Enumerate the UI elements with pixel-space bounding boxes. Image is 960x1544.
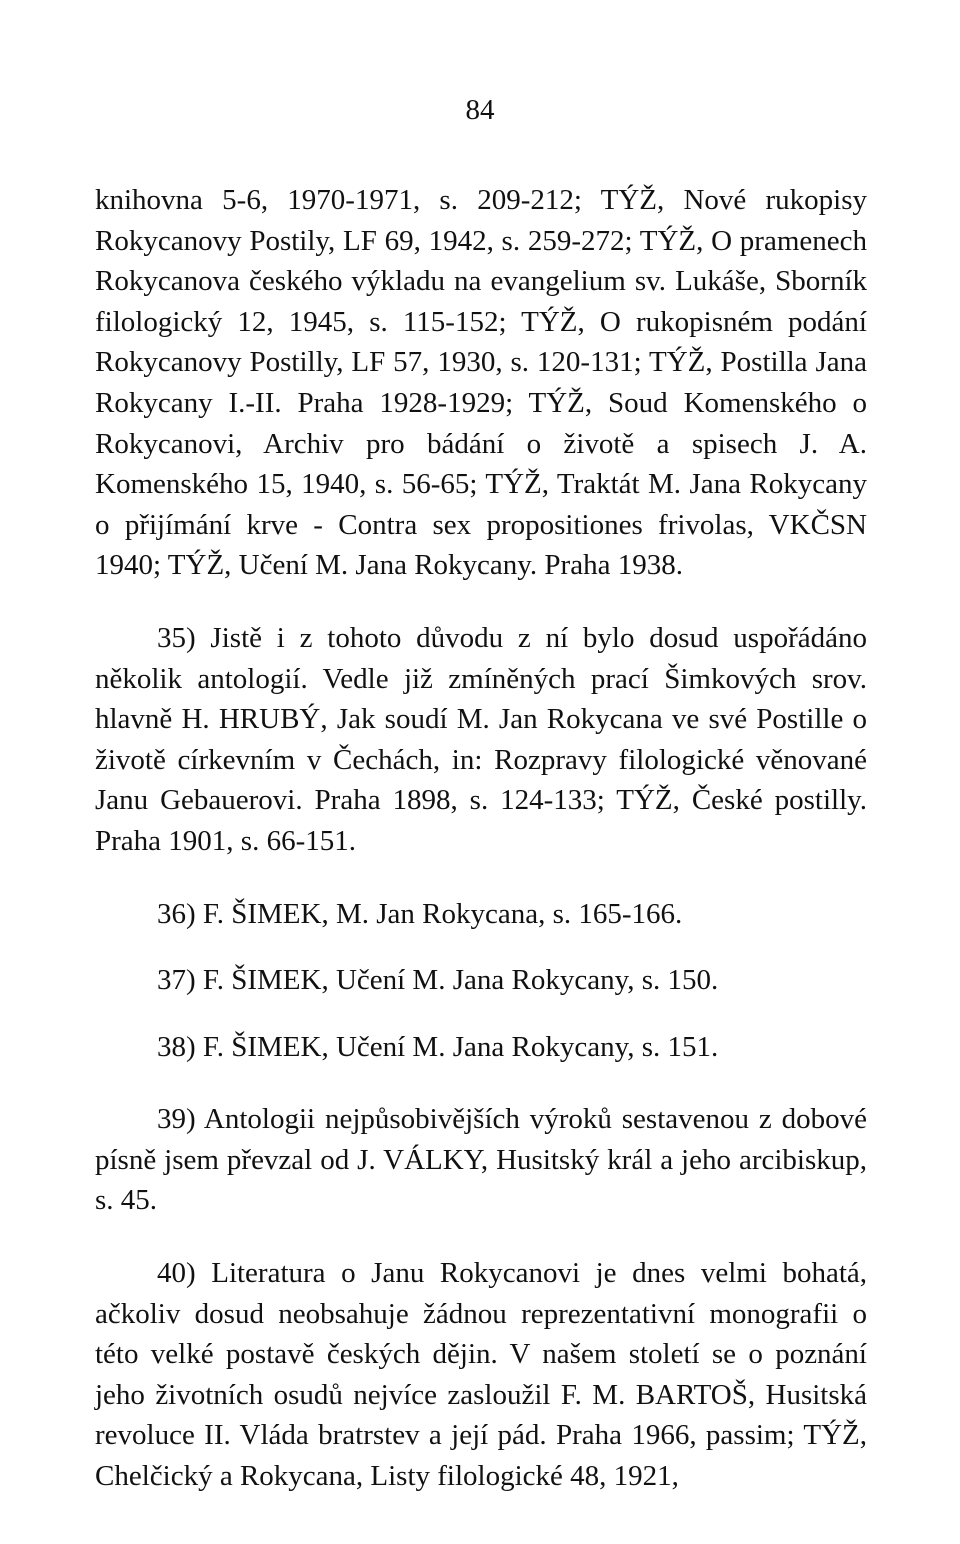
footnote-35: 35) Jistě i z tohoto důvodu z ní bylo dosud uspořádáno několik antologií. Vedle již zmíněných prací Šimkových srov. hlavně H. HRUBÝ, Jak soudí M. Jan Rokycana ve své Postille o životě církevním v Čechách, in: Rozpravy filologické věnované Janu Gebauerovi. Praha 1898, s. 124-133; TÝŽ, České postilly. Praha 1901, s. 66-151. [95, 621, 867, 857]
footnote-40: 40) Literatura o Janu Rokycanovi je dnes velmi bohatá, ačkoliv dosud neobsahuje žádnou reprezentativní monografii o této velké postavě českých dějin. V našem století se o poznání jeho životních osudů nejvíce zasloužil F. M. BARTOŠ, Husitská revoluce II. Vláda bratrstev a její pád. Praha 1966, passim; TÝŽ, Chelčický a Rokycana, Listy filologické 48, 1921, [95, 1257, 867, 1493]
footnote-39: 39) Antologii nejpůsobivějších výroků sestavenou z dobové písně jsem převzal od J. VÁLKY, Husitský král a jeho arcibiskup, s. 45. [95, 1103, 867, 1217]
footnotes-body [95, 180, 867, 1497]
footnote-38: 38) F. ŠIMEK, Učení M. Jana Rokycany, s. 151. [157, 1030, 719, 1063]
footnote-37: 37) F. ŠIMEK, Učení M. Jana Rokycany, s. 150. [157, 964, 719, 997]
page-number: 84 [465, 94, 495, 126]
footnote-36: 36) F. ŠIMEK, M. Jan Rokycana, s. 165-166. [157, 897, 683, 930]
footnote-continuation: knihovna 5-6, 1970-1971, s. 209-212; TÝŽ, Nové rukopisy Rokycanovy Postily, LF 69, 1942, s. 259-272; TÝŽ, O pramenech Rokycanova českého výkladu na evangelium sv. Lukáše, Sborník filologický 12, 1945, s. 115-152; TÝŽ, O rukopisném podání Rokycanovy Postilly, LF 57, 1930, s. 120-131; TÝŽ, Postilla Jana Rokycany I.-II. Praha 1928-1929; TÝŽ, Soud Komenského o Rokycanovi, Archiv pro bádání o životě a spisech J. A. Komenského 15, 1940, s. 56-65; TÝŽ, Traktát M. Jana Rokycany o přijímání krve - Contra sex propositiones frivolas, VKČSN 1940; TÝŽ, Učení M. Jana Rokycany. Praha 1938. [95, 184, 867, 582]
